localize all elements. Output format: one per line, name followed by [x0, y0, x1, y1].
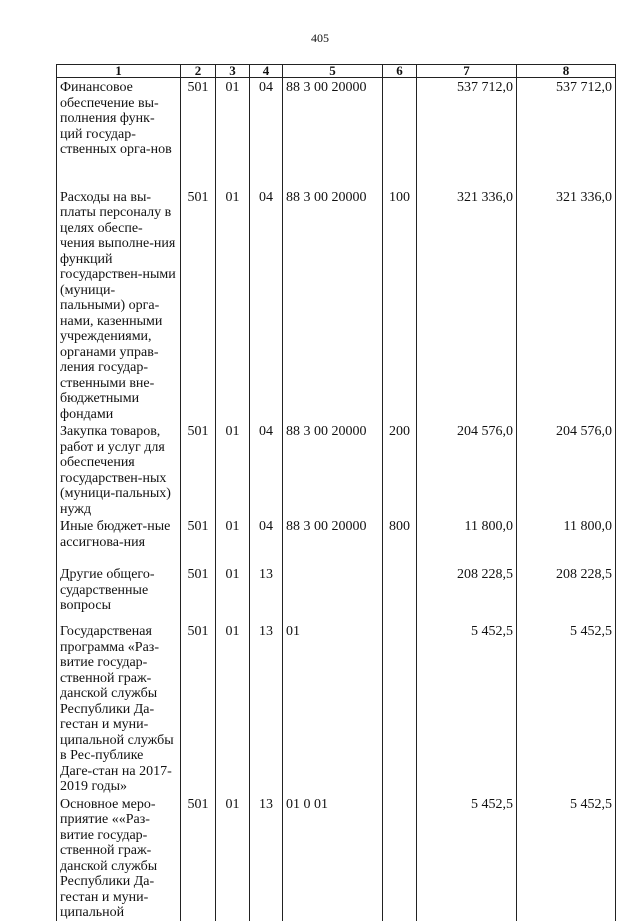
- cell-col7: 204 576,0: [417, 422, 517, 517]
- table-row: [57, 78, 616, 188]
- cell-col5: 88 3 00 20000: [283, 78, 383, 188]
- cell-col3: 01: [216, 188, 250, 423]
- cell-col4: 13: [250, 565, 283, 622]
- cell-col5: 88 3 00 20000: [283, 517, 383, 565]
- cell-col2: 501: [181, 78, 216, 188]
- cell-col6: 100: [383, 188, 417, 423]
- column-header: 1: [57, 65, 181, 78]
- cell-col5: 01 0 01: [283, 795, 383, 921]
- table-row: [57, 517, 616, 565]
- cell-col8: 321 336,0: [517, 188, 616, 423]
- row-name: Закупка товаров, работ и услуг для обеспечения государствен-ных (муници-пальных) нужд: [57, 422, 181, 517]
- cell-col2: 501: [181, 622, 216, 795]
- cell-col4: 13: [250, 795, 283, 921]
- cell-col5: 88 3 00 20000: [283, 188, 383, 423]
- cell-col7: 11 800,0: [417, 517, 517, 565]
- cell-col7: 321 336,0: [417, 188, 517, 423]
- column-header: 4: [250, 65, 283, 78]
- cell-col7: 5 452,5: [417, 622, 517, 795]
- header-row: [57, 65, 616, 78]
- cell-col6: 200: [383, 422, 417, 517]
- cell-col2: 501: [181, 422, 216, 517]
- row-name: Иные бюджет-ные ассигнова-ния: [57, 517, 181, 565]
- row-name: Другие общего-сударственные вопросы: [57, 565, 181, 622]
- cell-col8: 5 452,5: [517, 622, 616, 795]
- page-number: 405: [311, 31, 329, 45]
- cell-col6: 800: [383, 517, 417, 565]
- column-header: 2: [181, 65, 216, 78]
- column-header: 7: [417, 65, 517, 78]
- cell-col8: 5 452,5: [517, 795, 616, 921]
- cell-col3: 01: [216, 422, 250, 517]
- table-row: [57, 422, 616, 517]
- cell-col8: 537 712,0: [517, 78, 616, 188]
- row-name: Финансовое обеспечение вы-полнения функ-ций государ-ственных орга-нов: [57, 78, 181, 188]
- table-row: [57, 622, 616, 795]
- row-name: Основное меро-приятие ««Раз-витие государ-ственной граж-данской службы Республики Да-гестан и муни-ципальной: [57, 795, 181, 921]
- row-name: Государственая программа «Раз-витие государ-ственной граж-данской службы Республики Да-гестан и муни-ципальной службы в Рес-публике Даге-стан на 2017-2019 годы»: [57, 622, 181, 795]
- cell-col6: [383, 795, 417, 921]
- cell-col8: 208 228,5: [517, 565, 616, 622]
- cell-col3: 01: [216, 78, 250, 188]
- table-row: [57, 188, 616, 423]
- cell-col7: 208 228,5: [417, 565, 517, 622]
- cell-col2: 501: [181, 517, 216, 565]
- cell-col7: 5 452,5: [417, 795, 517, 921]
- cell-col3: 01: [216, 795, 250, 921]
- cell-col3: 01: [216, 622, 250, 795]
- cell-col5: 01: [283, 622, 383, 795]
- cell-col4: 04: [250, 517, 283, 565]
- cell-col2: 501: [181, 565, 216, 622]
- cell-col8: 204 576,0: [517, 422, 616, 517]
- table-row: [57, 795, 616, 921]
- column-header: 8: [517, 65, 616, 78]
- cell-col2: 501: [181, 795, 216, 921]
- cell-col4: 04: [250, 422, 283, 517]
- cell-col4: 04: [250, 188, 283, 423]
- cell-col7: 537 712,0: [417, 78, 517, 188]
- cell-col5: [283, 565, 383, 622]
- column-header: 6: [383, 65, 417, 78]
- cell-col4: 04: [250, 78, 283, 188]
- cell-col6: [383, 565, 417, 622]
- cell-col2: 501: [181, 188, 216, 423]
- cell-col6: [383, 78, 417, 188]
- budget-table: [56, 64, 616, 921]
- cell-col4: 13: [250, 622, 283, 795]
- cell-col8: 11 800,0: [517, 517, 616, 565]
- cell-col3: 01: [216, 517, 250, 565]
- column-header: 3: [216, 65, 250, 78]
- column-header: 5: [283, 65, 383, 78]
- cell-col5: 88 3 00 20000: [283, 422, 383, 517]
- cell-col3: 01: [216, 565, 250, 622]
- row-name: Расходы на вы-платы персоналу в целях обеспе-чения выполне-ния функций государствен-ными (муници-пальными) орга-нами, казенными учреждениями, органами управ-ления государ-ственными вне-бюджетными фондами: [57, 188, 181, 423]
- cell-col6: [383, 622, 417, 795]
- table-row: [57, 565, 616, 622]
